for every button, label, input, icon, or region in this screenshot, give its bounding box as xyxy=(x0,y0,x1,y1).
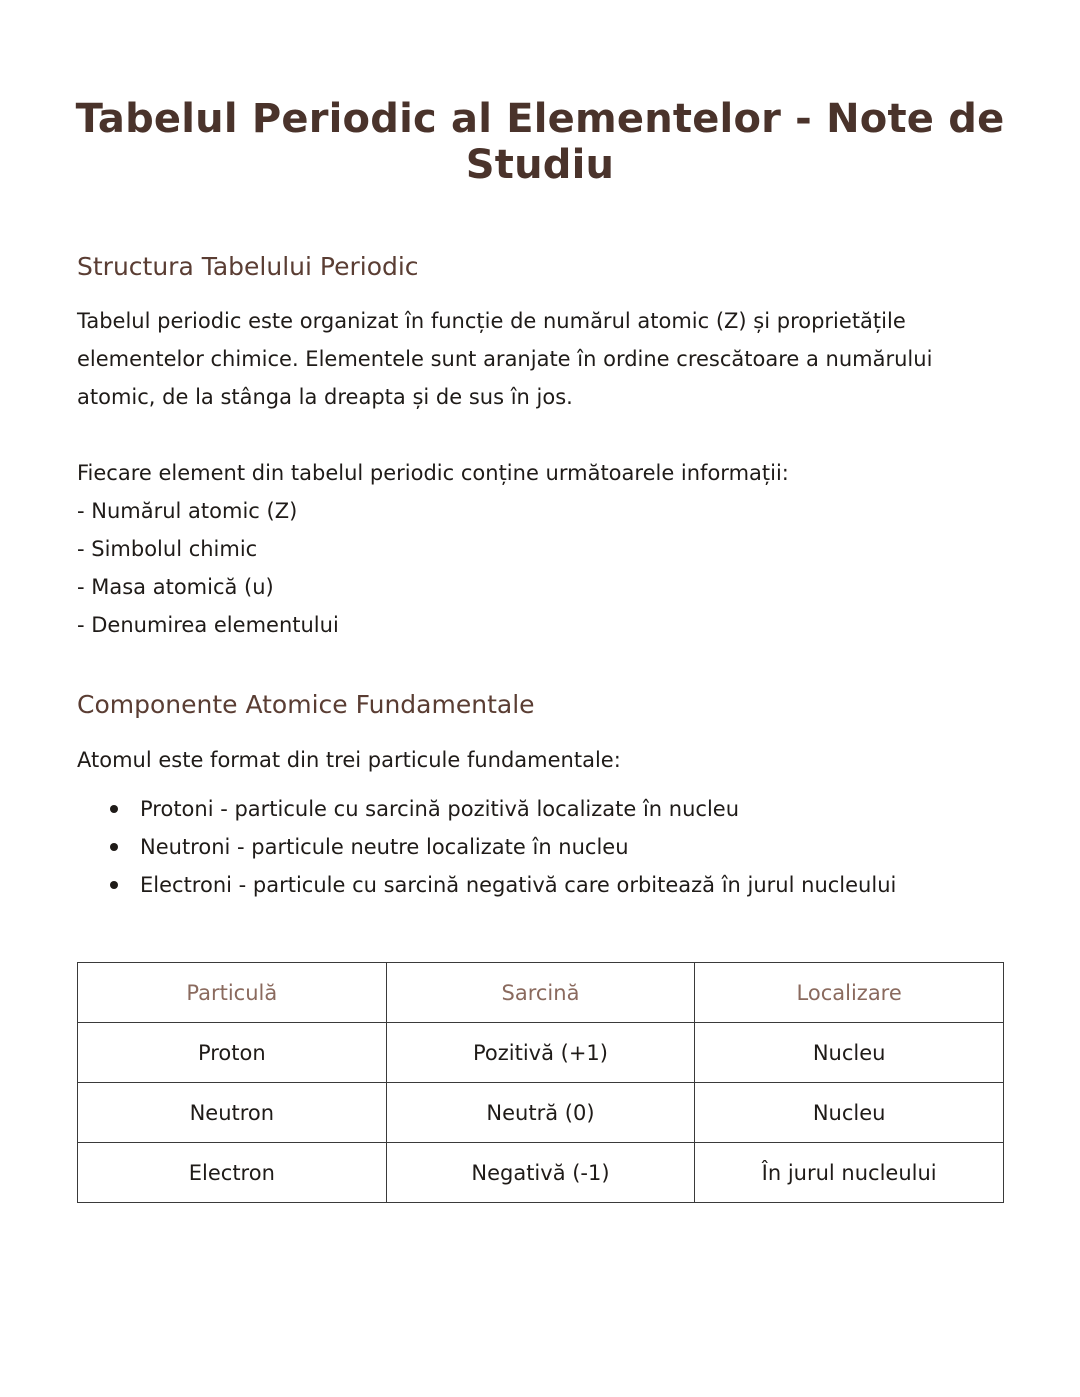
list-item: - Numărul atomic (Z) xyxy=(77,499,298,523)
list-item xyxy=(110,866,896,904)
table-row xyxy=(78,1023,1004,1083)
table-header-row xyxy=(78,963,1004,1023)
page-title: Tabelul Periodic al Elementelor - Note de Studiu xyxy=(75,96,1005,188)
element-info-intro: Fiecare element din tabelul periodic conține următoarele informații: xyxy=(77,461,789,485)
column-header-particle: Particulă xyxy=(78,963,387,1023)
components-intro: Atomul este format din trei particule fundamentale: xyxy=(77,748,621,772)
list-item xyxy=(110,790,896,828)
table-cell: Pozitivă (+1) xyxy=(386,1023,695,1083)
list-item xyxy=(110,828,896,866)
bullet-text: Neutroni - particule neutre localizate în nucleu xyxy=(140,835,629,859)
list-item: - Denumirea elementului xyxy=(77,613,339,637)
list-item: - Masa atomică (u) xyxy=(77,575,274,599)
table-cell: În jurul nucleului xyxy=(695,1143,1004,1203)
element-info-list xyxy=(77,492,339,644)
list-item: - Simbolul chimic xyxy=(77,537,258,561)
structure-paragraph: Tabelul periodic este organizat în funcție de numărul atomic (Z) și proprietățile elementelor chimice. Elementele sunt aranjate în ordine crescătoare a numărului atomic, de la stânga la dreapta și de sus în jos. xyxy=(77,309,933,409)
table-cell: Neutră (0) xyxy=(386,1083,695,1143)
table-cell: Proton xyxy=(78,1023,387,1083)
section-heading-components: Componente Atomice Fundamentale xyxy=(77,690,535,719)
bullet-icon xyxy=(110,881,118,889)
table-cell: Negativă (-1) xyxy=(386,1143,695,1203)
bullet-text: Protoni - particule cu sarcină pozitivă localizate în nucleu xyxy=(140,797,740,821)
table-cell: Electron xyxy=(78,1143,387,1203)
column-header-charge: Sarcină xyxy=(386,963,695,1023)
section-heading-structure: Structura Tabelului Periodic xyxy=(77,252,419,281)
table-row xyxy=(78,1083,1004,1143)
bullet-icon xyxy=(110,843,118,851)
particles-table xyxy=(77,962,1004,1203)
table-cell: Nucleu xyxy=(695,1023,1004,1083)
table-cell: Neutron xyxy=(78,1083,387,1143)
column-header-location: Localizare xyxy=(695,963,1004,1023)
particle-bullet-list xyxy=(110,790,896,904)
table-row xyxy=(78,1143,1004,1203)
bullet-text: Electroni - particule cu sarcină negativă care orbitează în jurul nucleului xyxy=(140,873,897,897)
bullet-icon xyxy=(110,805,118,813)
table-cell: Nucleu xyxy=(695,1083,1004,1143)
